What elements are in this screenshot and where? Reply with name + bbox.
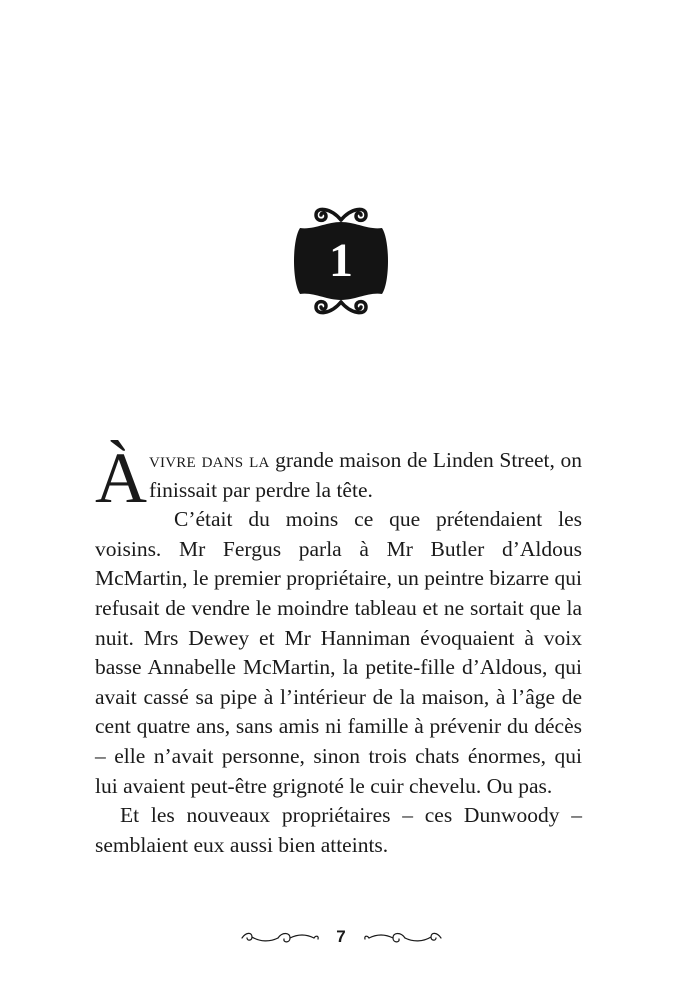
opening-text: grande maison de Linden Street, on finissait par perdre la tête.: [149, 448, 582, 502]
swirl-ornament-right-icon: [363, 928, 443, 948]
opening-paragraph: [95, 438, 582, 518]
drop-cap: À: [95, 438, 147, 518]
paragraph: Et les nouveaux propriétaires – ces Dunwoody – semblaient eux aussi bien atteints.: [95, 803, 582, 857]
paragraph: C’était du moins ce que prétendaient les voisins. Mr Fergus parla à Mr Butler d’Aldous McMartin, le premier propriétaire, un peintre bizarre qui refusait de vendre le moindre tableau et ne sortait que la nuit. Mrs Dewey et Mr Hanniman évoquaient à voix basse Annabelle McMartin, la petite-fille d’Aldous, qui avait cassé sa pipe à l’intérieur de la maison, à l’âge de cent quatre ans, sans amis ni famille à prévenir du décès – elle n’avait personne, sinon trois chats énormes, qui lui avaient peut-être grignoté le cuir chevelu. Ou pas.: [95, 507, 582, 798]
chapter-number: 1: [329, 234, 353, 287]
chapter-badge: [286, 200, 396, 322]
page-number: 7: [336, 927, 346, 946]
page-footer: [0, 924, 683, 954]
opening-small-caps: vivre dans la: [149, 448, 270, 472]
swirl-ornament-left-icon: [240, 928, 320, 948]
chapter-text: [95, 438, 582, 860]
